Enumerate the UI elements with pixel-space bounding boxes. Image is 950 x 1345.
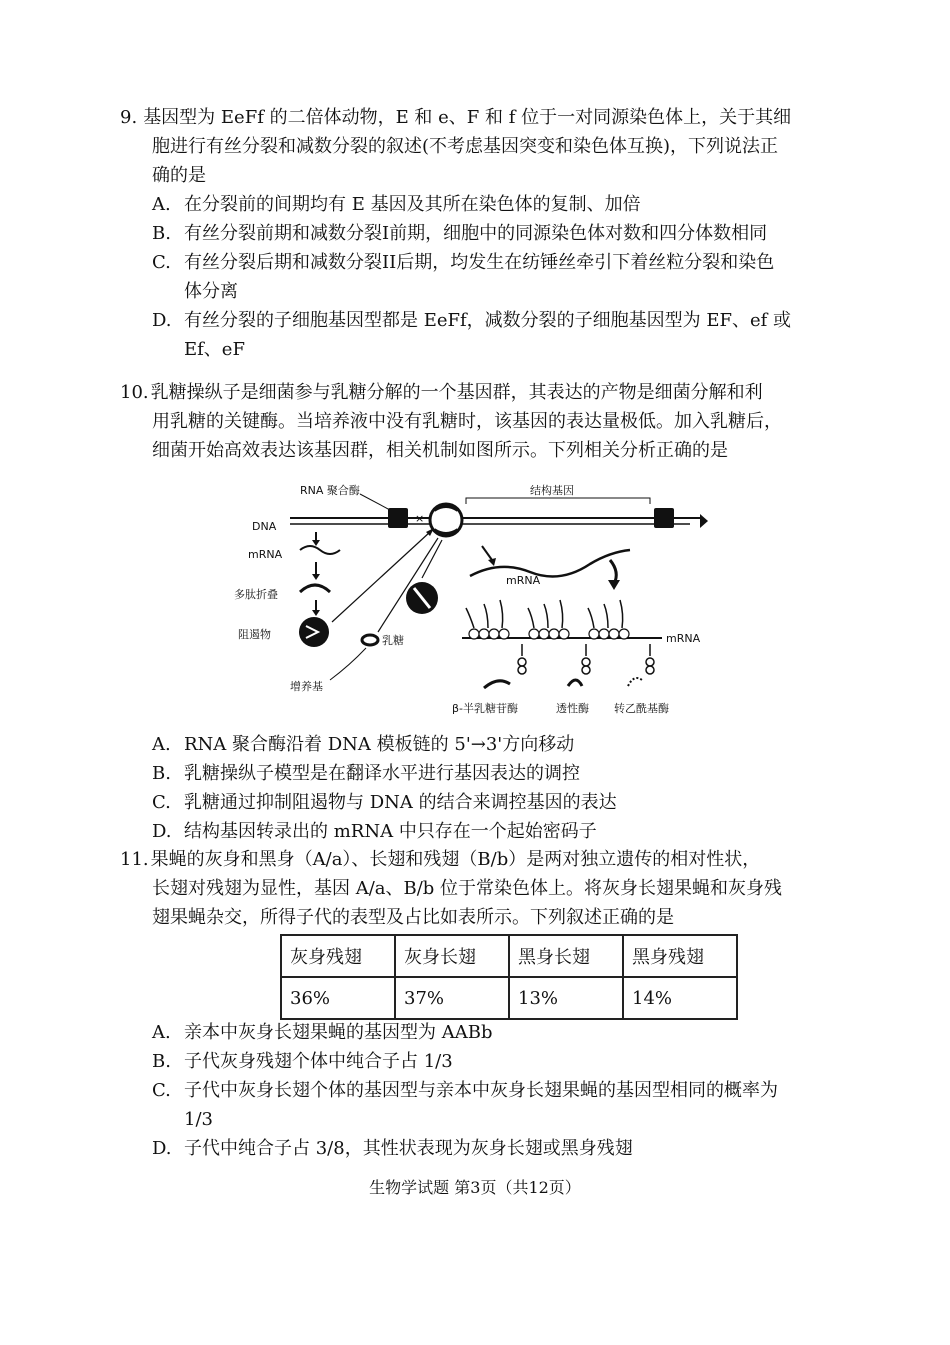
label-enzyme-2: 透性酶 bbox=[556, 702, 589, 715]
page-footer: 生物学试题 第3页（共12页） bbox=[369, 1178, 581, 1197]
option-label: A. bbox=[152, 194, 171, 215]
option-d bbox=[152, 1134, 836, 1163]
question-stem-line: 长翅对残翅为显性，基因 A/a、B/b 位于常染色体上。将灰身长翅果蝇和灰身残 bbox=[152, 878, 783, 899]
option-label: B. bbox=[152, 1051, 171, 1072]
option-label: B. bbox=[152, 223, 171, 244]
question-11-options bbox=[152, 1018, 836, 1163]
option-text: 子代中灰身长翅个体的基因型与亲本中灰身长翅果蝇的基因型相同的概率为 bbox=[184, 1080, 778, 1101]
option-text: RNA 聚合酶沿着 DNA 模板链的 5'→3'方向移动 bbox=[184, 734, 575, 755]
table-header: 黑身残翅 bbox=[623, 935, 737, 977]
option-label: C. bbox=[152, 252, 171, 273]
enzyme-shape bbox=[568, 680, 582, 686]
table-cell: 37% bbox=[395, 977, 509, 1019]
option-text: Ef、eF bbox=[184, 339, 245, 360]
option-label: D. bbox=[152, 1138, 172, 1159]
table-header: 黑身长翅 bbox=[509, 935, 623, 977]
label-structural-gene: 结构基因 bbox=[530, 484, 574, 497]
question-stem-line: 果蝇的灰身和黑身（A/a）、长翅和残翅（B/b）是两对独立遗传的相对性状， bbox=[150, 849, 761, 870]
option-c bbox=[152, 788, 836, 817]
question-11 bbox=[120, 845, 836, 932]
lactose-icon bbox=[362, 635, 378, 645]
question-stem-line: 胞进行有丝分裂和减数分裂的叙述(不考虑基因突变和染色体互换)，下列说法正 bbox=[152, 136, 779, 157]
offspring-table bbox=[280, 934, 738, 1020]
option-text: 结构基因转录出的 mRNA 中只存在一个起始密码子 bbox=[184, 821, 597, 842]
option-label: C. bbox=[152, 1080, 171, 1101]
option-b bbox=[152, 759, 836, 788]
label-dna: DNA bbox=[252, 520, 277, 533]
option-text: 子代中纯合子占 3/8，其性状表现为灰身长翅或黑身残翅 bbox=[184, 1138, 633, 1159]
option-text: 有丝分裂前期和减数分裂I前期，细胞中的同源染色体对数和四分体数相同 bbox=[184, 223, 768, 244]
question-stem-line: 乳糖操纵子是细菌参与乳糖分解的一个基因群，其表达的产物是细菌分解和利 bbox=[150, 382, 763, 403]
option-label: D. bbox=[152, 821, 172, 842]
option-c-cont bbox=[152, 1105, 836, 1134]
label-enzyme-3: 转乙酰基酶 bbox=[614, 702, 669, 715]
label-rna-polymerase: RNA 聚合酶 bbox=[300, 484, 360, 497]
option-d-cont bbox=[152, 335, 836, 364]
option-label: A. bbox=[152, 734, 171, 755]
label-medium: 增养基 bbox=[290, 680, 323, 693]
enzyme-shape bbox=[628, 678, 642, 686]
option-b bbox=[152, 1047, 836, 1076]
question-stem-line: 翅果蝇杂交，所得子代的表型及占比如表所示。下列叙述正确的是 bbox=[152, 907, 674, 928]
table-header-row bbox=[281, 935, 737, 977]
table-header: 灰身长翅 bbox=[395, 935, 509, 977]
structural-gene-brace bbox=[466, 498, 650, 504]
option-text: 体分离 bbox=[184, 281, 238, 302]
enzyme-shape bbox=[484, 681, 510, 688]
label-enzyme-1: β-半乳糖苷酶 bbox=[452, 702, 518, 715]
option-a bbox=[152, 1018, 836, 1047]
option-text: 1/3 bbox=[184, 1109, 213, 1130]
terminator-block bbox=[654, 508, 674, 528]
table-cell: 36% bbox=[281, 977, 395, 1019]
question-9 bbox=[120, 103, 836, 364]
option-d bbox=[152, 306, 836, 335]
option-text: 有丝分裂的子细胞基因型都是 EeFf，减数分裂的子细胞基因型为 EF、ef 或 bbox=[184, 310, 792, 331]
promoter-block bbox=[388, 508, 408, 528]
lac-operon-diagram bbox=[230, 480, 710, 720]
table-cell: 13% bbox=[509, 977, 623, 1019]
question-stem-line: 基因型为 EeFf 的二倍体动物，E 和 e、F 和 f 位于一对同源染色体上，关于其细 bbox=[143, 107, 792, 128]
option-label: B. bbox=[152, 763, 171, 784]
option-text: 在分裂前的间期均有 E 基因及其所在染色体的复制、加倍 bbox=[184, 194, 641, 215]
question-stem-line: 用乳糖的关键酶。当培养液中没有乳糖时，该基因的表达量极低。加入乳糖后， bbox=[152, 411, 782, 432]
option-b bbox=[152, 219, 836, 248]
question-stem-line: 细菌开始高效表达该基因群，相关机制如图所示。下列相关分析正确的是 bbox=[152, 440, 728, 461]
block-mark: × bbox=[415, 512, 425, 525]
label-mrna-left: mRNA bbox=[248, 548, 283, 561]
label-mrna-right: mRNA bbox=[666, 632, 701, 645]
question-10-options bbox=[152, 730, 836, 846]
question-number: 10. bbox=[120, 382, 149, 403]
table-cell: 14% bbox=[623, 977, 737, 1019]
option-a bbox=[152, 730, 836, 759]
option-text: 乳糖通过抑制阻遏物与 DNA 的结合来调控基因的表达 bbox=[184, 792, 617, 813]
option-text: 子代灰身残翅个体中纯合子占 1/3 bbox=[184, 1051, 453, 1072]
repressor-icon bbox=[299, 617, 329, 647]
options bbox=[152, 190, 836, 364]
dna-arrow-icon bbox=[700, 514, 708, 528]
question-stem-line: 确的是 bbox=[152, 165, 206, 186]
option-c-cont bbox=[152, 277, 836, 306]
option-d bbox=[152, 817, 836, 846]
question-10 bbox=[120, 378, 836, 465]
label-mrna-middle: mRNA bbox=[506, 574, 541, 587]
table-row bbox=[281, 977, 737, 1019]
option-text: 有丝分裂后期和减数分裂II后期，均发生在纺锤丝牵引下着丝粒分裂和染色 bbox=[184, 252, 775, 273]
option-label: C. bbox=[152, 792, 171, 813]
option-text: 乳糖操纵子模型是在翻译水平进行基因表达的调控 bbox=[184, 763, 580, 784]
option-a bbox=[152, 190, 836, 219]
label-lactose: 乳糖 bbox=[382, 634, 404, 647]
table-header: 灰身残翅 bbox=[281, 935, 395, 977]
question-number: 9. bbox=[120, 107, 138, 128]
label-peptide-fold: 多肽折叠 bbox=[234, 588, 278, 601]
option-label: A. bbox=[152, 1022, 171, 1043]
option-c bbox=[152, 1076, 836, 1105]
option-label: D. bbox=[152, 310, 172, 331]
question-number: 11. bbox=[120, 849, 149, 870]
label-repressor: 阻遏物 bbox=[238, 628, 271, 641]
option-c bbox=[152, 248, 836, 277]
option-text: 亲本中灰身长翅果蝇的基因型为 AABb bbox=[184, 1022, 493, 1043]
